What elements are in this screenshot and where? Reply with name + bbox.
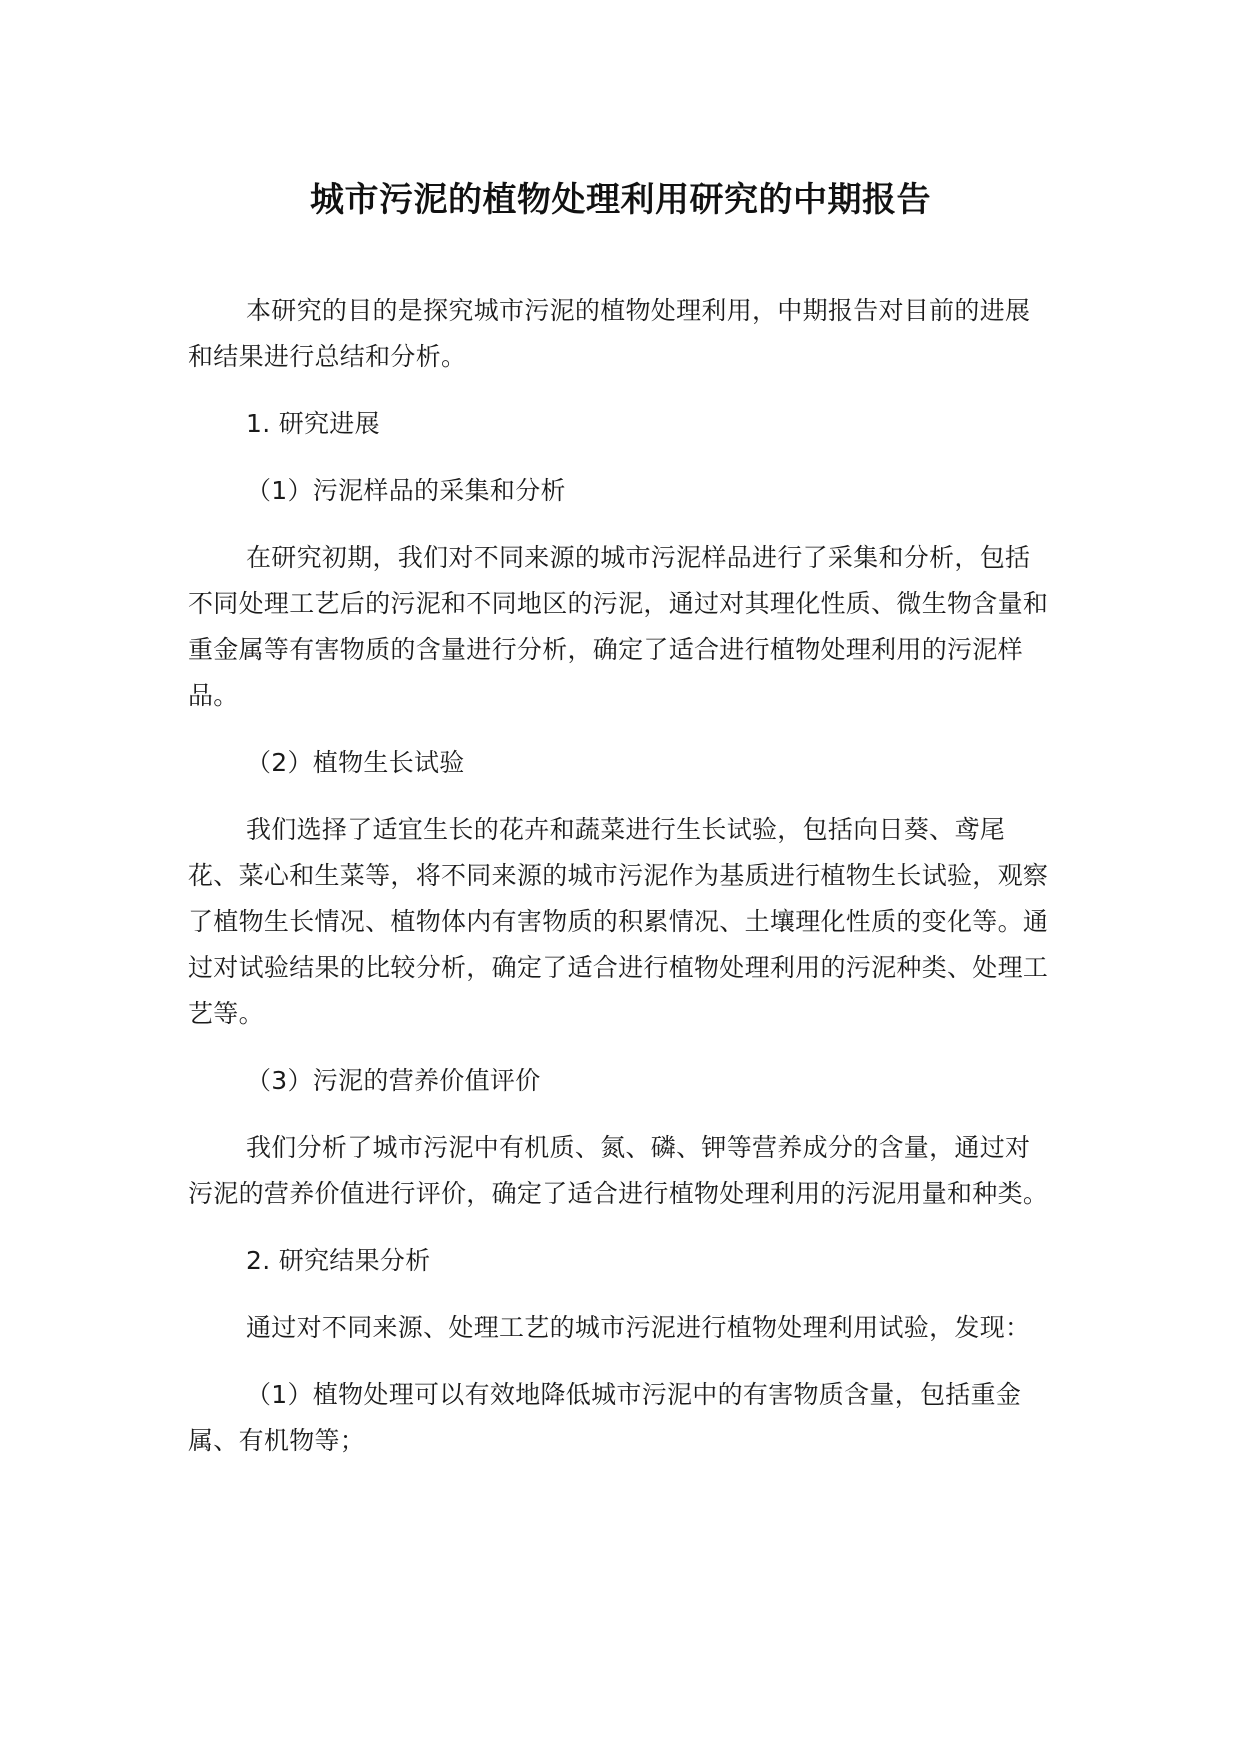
intro-paragraph: 本研究的目的是探究城市污泥的植物处理利用，中期报告对目前的进展和结果进行总结和分析。	[188, 296, 1031, 371]
nutrient-evaluation-paragraph: 我们分析了城市污泥中有机质、氮、磷、钾等营养成分的含量，通过对污泥的营养价值进行评价，确定了适合进行植物处理利用的污泥用量和种类。	[188, 1133, 1049, 1208]
document-body	[188, 288, 1054, 1485]
growth-test-paragraph: 我们选择了适宜生长的花卉和蔬菜进行生长试验，包括向日葵、鸢尾花、菜心和生菜等，将不同来源的城市污泥作为基质进行植物生长试验，观察了植物生长情况、植物体内有害物质的积累情况、土壤理化性质的变化等。通过对试验结果的比较分析，确定了适合进行植物处理利用的污泥种类、处理工艺等。	[188, 815, 1049, 1028]
result-item-1: （1）植物处理可以有效地降低城市污泥中的有害物质含量，包括重金属、有机物等；	[188, 1380, 1022, 1455]
section-heading-results: 2. 研究结果分析	[246, 1246, 431, 1275]
subsection-heading-sampling: （1）污泥样品的采集和分析	[246, 476, 566, 505]
results-intro-paragraph: 通过对不同来源、处理工艺的城市污泥进行植物处理利用试验，发现：	[246, 1313, 1031, 1342]
document-title: 城市污泥的植物处理利用研究的中期报告	[310, 180, 931, 220]
sampling-paragraph: 在研究初期，我们对不同来源的城市污泥样品进行了采集和分析，包括不同处理工艺后的污泥和不同地区的污泥，通过对其理化性质、微生物含量和重金属等有害物质的含量进行分析，确定了适合进行植物处理利用的污泥样品。	[188, 543, 1049, 710]
subsection-heading-nutrient-evaluation: （3）污泥的营养价值评价	[246, 1066, 541, 1095]
subsection-heading-growth-test: （2）植物生长试验	[246, 748, 465, 777]
section-heading-progress: 1. 研究进展	[246, 409, 380, 438]
